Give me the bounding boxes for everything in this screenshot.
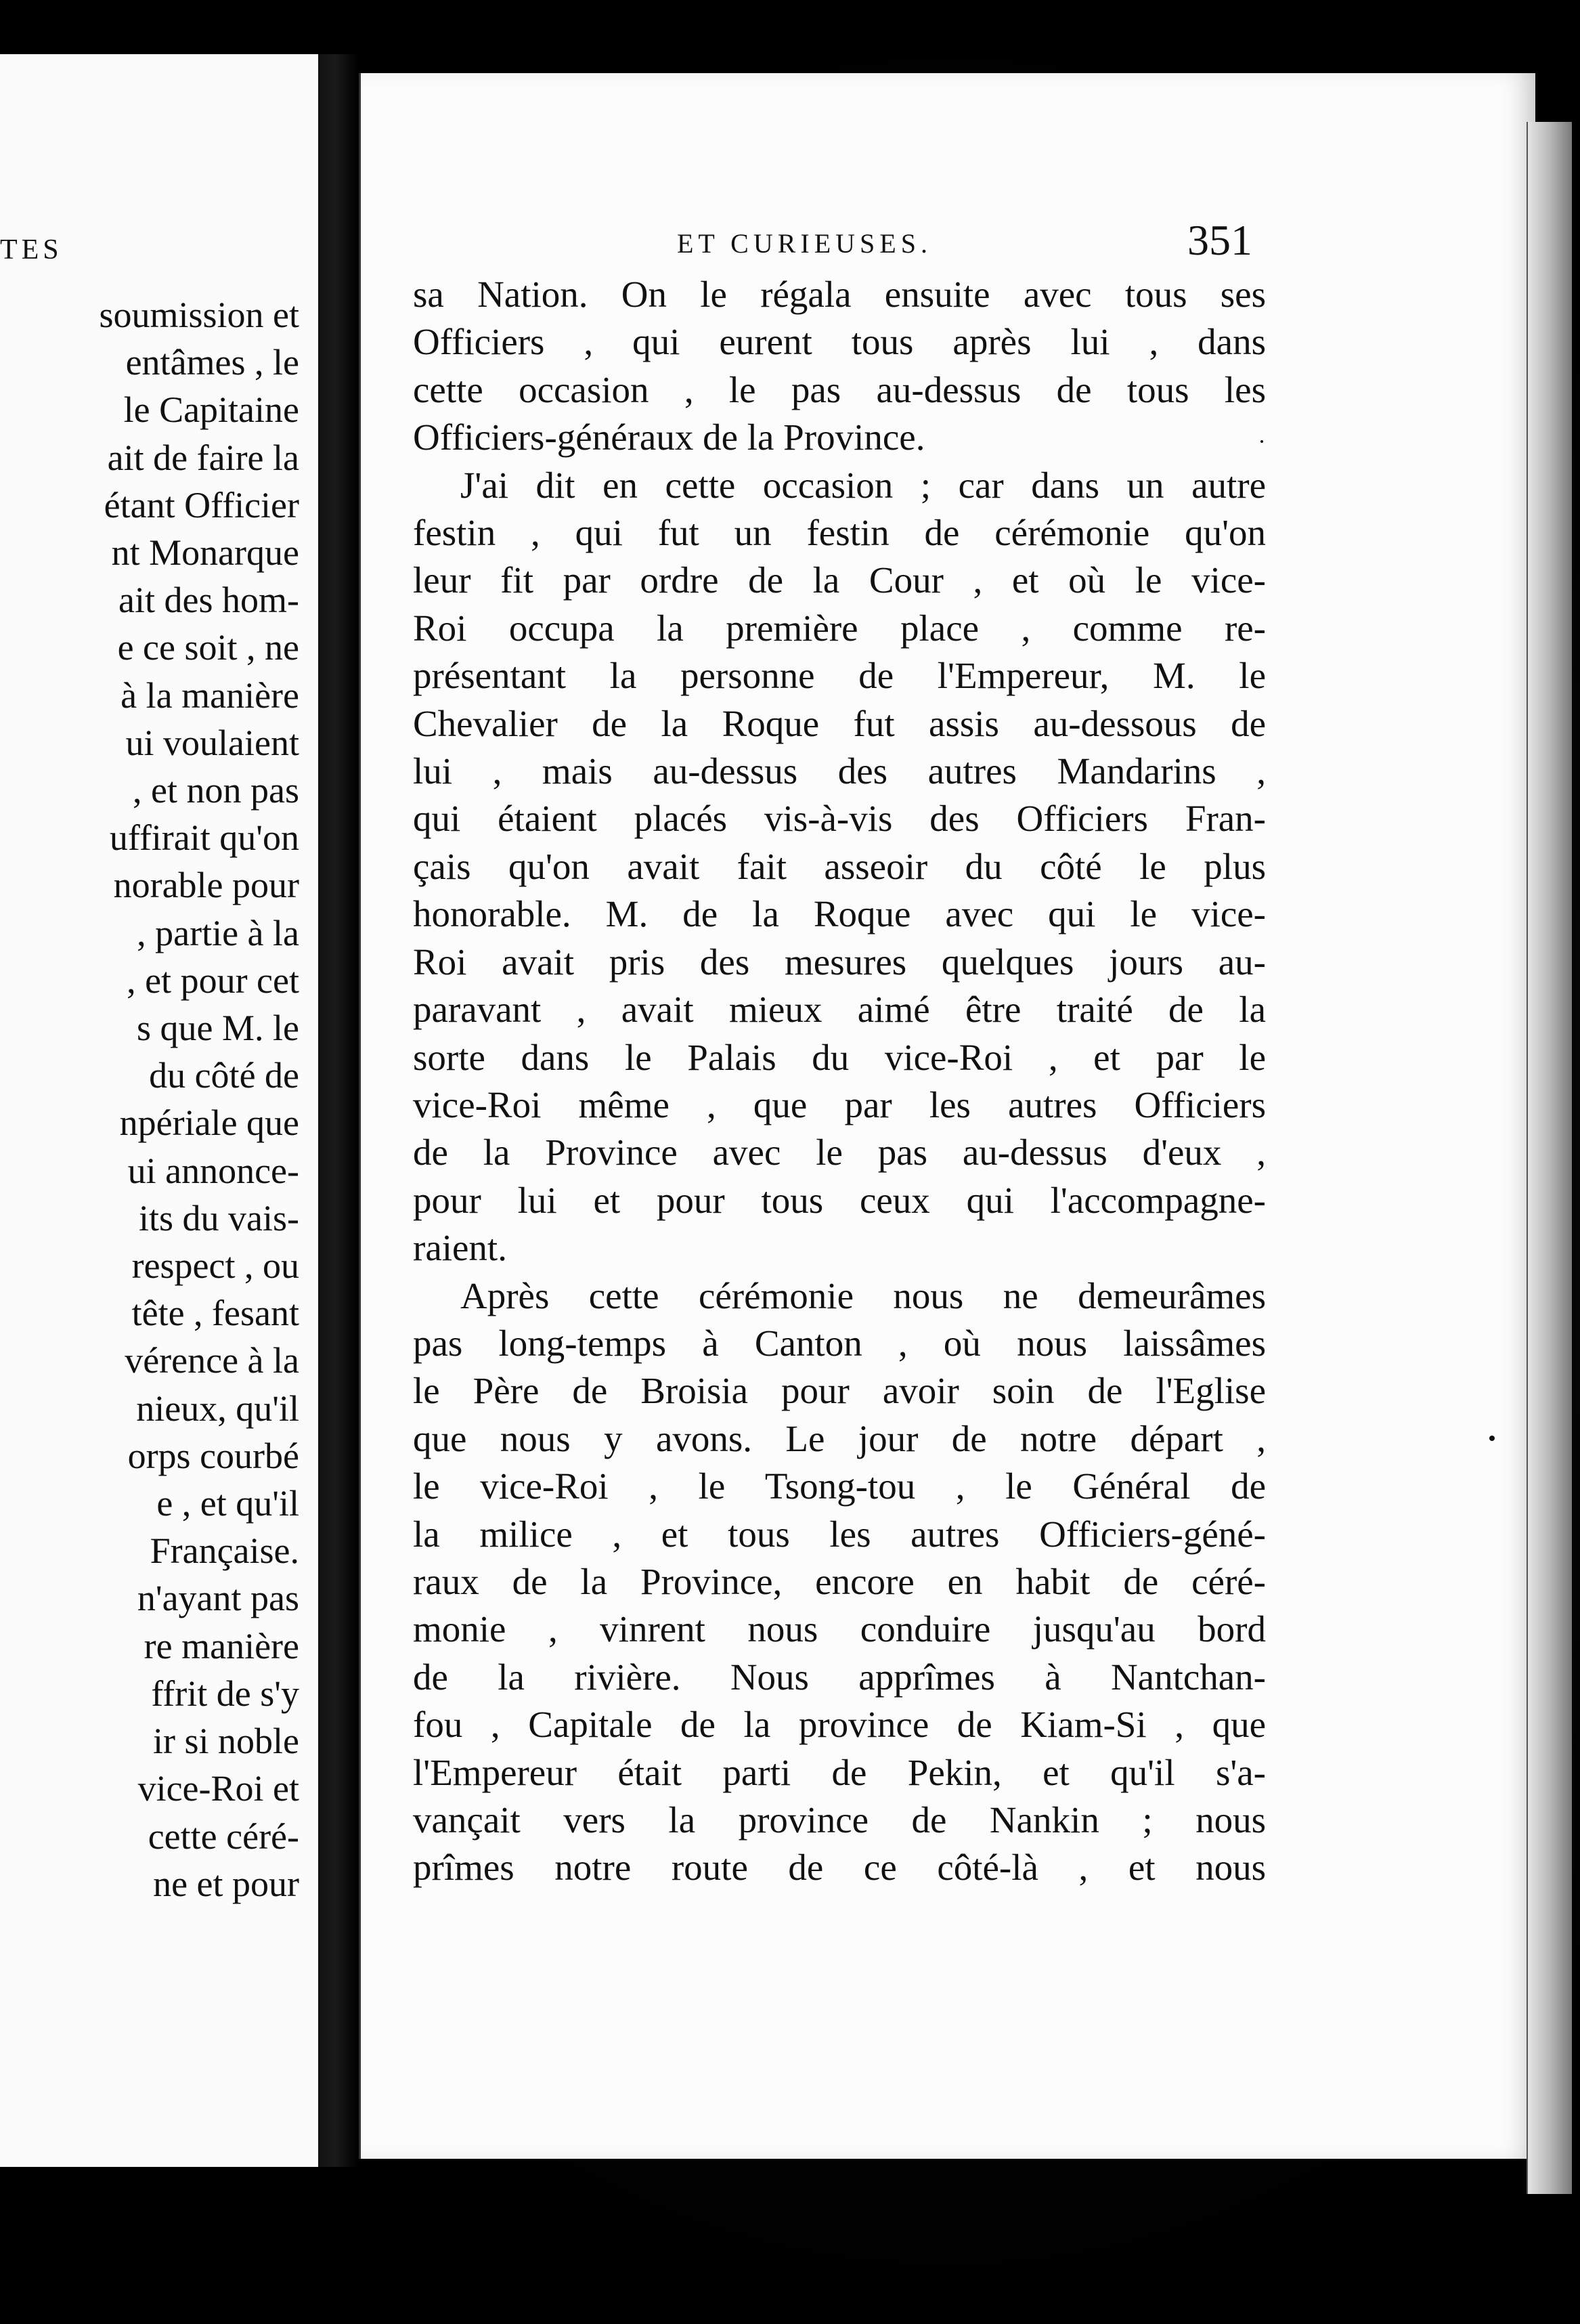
text-line: fou , Capitale de la province de Kiam-Si , que <box>413 1704 1266 1746</box>
left-text-line: soumission et <box>99 295 299 335</box>
text-line: que nous y avons. Le jour de notre départ , <box>413 1417 1266 1459</box>
page-header <box>677 215 1286 270</box>
text-line: sa Nation. On le régala ensuite avec tous ses <box>413 274 1266 315</box>
text-line: qui étaient placés vis-à-vis des Officiers Fran- <box>413 798 1266 840</box>
left-text-block <box>0 291 299 1908</box>
text-line: présentant la personne de l'Empereur, M. le <box>413 655 1266 697</box>
left-text-line: , et non pas <box>133 770 299 811</box>
running-head: ET CURIEUSES. <box>677 228 932 259</box>
text-line: honorable. M. de la Roque avec qui le vice- <box>413 893 1266 935</box>
left-text-line: ui annonce- <box>127 1150 299 1191</box>
left-text-line: , partie à la <box>137 912 299 953</box>
text-line: Officiers , qui eurent tous après lui , dans <box>413 321 1266 363</box>
text-line: leur fit par ordre de la Cour , et où le vice- <box>413 559 1266 601</box>
text-line: J'ai dit en cette occasion ; car dans un autre <box>460 464 1266 506</box>
text-line: çais qu'on avait fait asseoir du côté le plus <box>413 845 1266 887</box>
text-line: monie , vinrent nous conduire jusqu'au bord <box>413 1608 1266 1650</box>
left-text-line: re manière <box>144 1625 299 1666</box>
left-text-line: its du vais- <box>139 1197 299 1239</box>
text-line: cette occasion , le pas au-dessus de tous les <box>413 368 1266 410</box>
left-text-line: e ce soit , ne <box>117 627 299 668</box>
text-line: raux de la Province, encore en habit de céré- <box>413 1560 1266 1602</box>
left-text-line: norable pour <box>113 865 299 906</box>
text-line: pour lui et pour tous ceux qui l'accompagne- <box>413 1179 1266 1221</box>
text-line: l'Empereur était parti de Pekin, et qu'il s'a- <box>413 1751 1266 1793</box>
left-text-line: ui voulaient <box>125 722 299 763</box>
text-line: paravant , avait mieux aimé être traité de la <box>413 989 1266 1031</box>
left-text-line: ffrit de s'y <box>151 1673 299 1714</box>
text-line: festin , qui fut un festin de cérémonie qu'on <box>413 512 1266 554</box>
text-line: le vice-Roi , le Tsong-tou , le Général de <box>413 1465 1266 1507</box>
left-text-line: n'ayant pas <box>137 1578 299 1619</box>
paper-speck <box>1489 1436 1495 1441</box>
left-text-line: ne et pour <box>153 1863 299 1904</box>
left-text-line: e , et qu'il <box>156 1483 299 1524</box>
text-line: de la rivière. Nous apprîmes à Nantchan- <box>413 1656 1266 1698</box>
text-line: prîmes notre route de ce côté-là , et nous <box>413 1847 1266 1889</box>
left-text-line: s que M. le <box>137 1008 299 1049</box>
left-text-line: le Capitaine <box>123 389 299 431</box>
paper-speck <box>1260 440 1263 443</box>
left-text-line: entâmes , le <box>125 342 299 383</box>
left-text-line: Française. <box>150 1530 299 1572</box>
text-line: Roi occupa la première place , comme re- <box>413 607 1266 649</box>
left-text-line: nieux, qu'il <box>136 1387 299 1429</box>
left-page-fragment <box>0 54 321 2167</box>
book-gutter <box>318 54 359 2167</box>
left-running-head: TES <box>0 234 63 265</box>
text-line: de la Province avec le pas au-dessus d'eux , <box>413 1132 1266 1174</box>
left-text-line: à la manière <box>120 674 299 716</box>
left-text-line: , et pour cet <box>127 960 299 1001</box>
text-line: Officiers-généraux de la Province. <box>413 416 925 458</box>
text-line: le Père de Broisia pour avoir soin de l'Eglise <box>413 1370 1266 1412</box>
left-text-line: tête , fesant <box>131 1293 299 1334</box>
text-line: Chevalier de la Roque fut assis au-dessous de <box>413 702 1266 744</box>
left-text-line: cette céré- <box>148 1815 299 1857</box>
left-text-line: orps courbé <box>127 1435 299 1476</box>
left-text-line: npériale que <box>119 1102 299 1144</box>
left-text-line: uffirait qu'on <box>109 817 299 859</box>
text-line: Après cette cérémonie nous ne demeurâmes <box>460 1274 1266 1316</box>
text-line: Roi avait pris des mesures quelques jours au- <box>413 941 1266 983</box>
left-text-line: nt Monarque <box>111 532 299 574</box>
left-text-line: vérence à la <box>125 1340 299 1381</box>
left-text-line: respect , ou <box>131 1245 299 1287</box>
left-text-line: ait des hom- <box>118 580 299 621</box>
left-text-line: ait de faire la <box>107 437 299 478</box>
left-text-line: ir si noble <box>153 1721 299 1762</box>
text-line: pas long-temps à Canton , où nous laissâmes <box>413 1322 1266 1364</box>
left-text-line: vice-Roi et <box>137 1768 299 1809</box>
page-edge-stack <box>1527 122 1572 2194</box>
left-text-line: du côté de <box>149 1055 299 1096</box>
text-line: vice-Roi même , que par les autres Officiers <box>413 1083 1266 1125</box>
text-line: raient. <box>413 1227 507 1269</box>
page-number: 351 <box>1187 216 1252 264</box>
text-line: lui , mais au-dessus des autres Mandarins , <box>413 750 1266 792</box>
text-line: la milice , et tous les autres Officiers-géné- <box>413 1513 1266 1555</box>
text-line: vançait vers la province de Nankin ; nous <box>413 1799 1266 1841</box>
body-text <box>413 271 1266 1892</box>
text-line: sorte dans le Palais du vice-Roi , et par le <box>413 1036 1266 1078</box>
left-text-line: étant Officier <box>104 484 299 525</box>
